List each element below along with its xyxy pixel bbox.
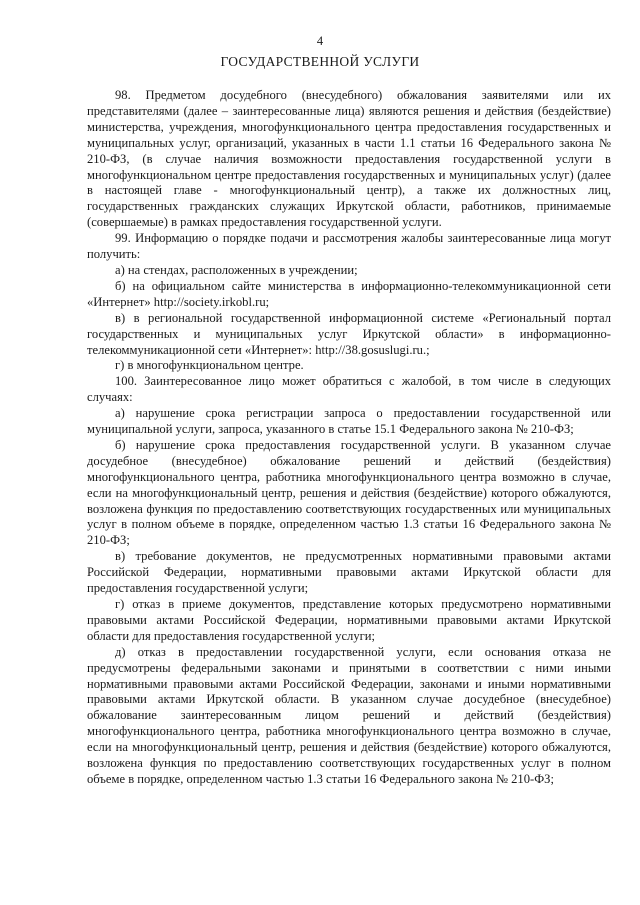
list-item-99-a: а) на стендах, расположенных в учреждении; [115, 262, 358, 277]
paragraph-99: 99. Информацию о порядке подачи и рассмотрения жалобы заинтересованные лица могут получить: [87, 231, 611, 262]
section-heading: ГОСУДАРСТВЕННОЙ УСЛУГИ [220, 54, 420, 69]
paragraph-100: 100. Заинтересованное лицо может обратиться с жалобой, в том числе в следующих случаях: [87, 374, 611, 405]
list-item-100-a: а) нарушение срока регистрации запроса о предоставлении государственной или муниципальной услуги, запроса, указанного в статье 15.1 Федерального закона № 210-ФЗ; [87, 406, 611, 437]
page-number: 4 [316, 34, 324, 48]
list-item-100-d: д) отказ в предоставлении государственной услуги, если основания отказа не предусмотрены федеральными законами и принятыми в соответствии с ними иными нормативными правовыми актами Российской Федерации, законами и иными нормативными правовыми актами Иркутской области. В указанном случае досудебное (внесудебное) обжалование заинтересованным лицом решений и действий (бездействия) многофункционального центра, работника многофункционального центра возможно в случае, если на многофункциональный центр, решения и действия (бездействие) которого обжалуются, возложена функция по предоставлению соответствующих государственных услуг в полном объеме в порядке, определенном частью 1.3 статьи 16 Федерального закона № 210-ФЗ; [87, 644, 611, 786]
paragraph-98: 98. Предметом досудебного (внесудебного) обжалования заявителями или их представителями (далее – заинтересованные лица) являются решения и действия (бездействие) министерства, учреждения, многофункционального центра предоставления государственных и муниципальных услуг, организаций, указанных в части 1.1 статьи 16 Федерального закона № 210-ФЗ, (в случае наличия возможности предоставления государственной услуги в многофункциональном центре предоставления государственных и муниципальных услуг) (далее в настоящей главе - многофункциональный центр), а также их должностных лиц, государственных гражданских служащих Иркутской области, работников, принимаемые (совершаемые) в рамках предоставления государственной услуги. [87, 88, 611, 230]
list-item-99-b: б) на официальном сайте министерства в информационно-телекоммуникационной сети «Интернет» http://society.irkobl.ru; [87, 278, 611, 309]
list-item-100-g: г) отказ в приеме документов, представление которых предусмотрено нормативными правовыми актами Российской Федерации, нормативными правовыми актами Иркутской области для предоставления государственной услуги; [87, 597, 611, 643]
list-item-100-v: в) требование документов, не предусмотренных нормативными правовыми актами Российской Федерации, нормативными правовыми актами Иркутской области для предоставления государственной услуги; [87, 549, 611, 596]
list-item-99-v: в) в региональной государственной информационной системе «Региональный портал государственных и муниципальных услуг Иркутской области» в информационно-телекоммуникационной сети «Интернет»: http://38.gosuslugi.ru.; [87, 310, 611, 357]
document-body [87, 88, 611, 788]
list-item-100-b: б) нарушение срока предоставления государственной услуги. В указанном случае досудебное (внесудебное) обжалование решений и действий (бездействия) многофункционального центра, работника многофункционального центра возможно в случае, если на многофункциональный центр, решения и действия (бездействие) которого обжалуются, возложена функция по предоставлению соответствующих государственных или муниципальных услуг в полном объеме в порядке, определенном частью 1.3 статьи 16 Федерального закона № 210-ФЗ; [87, 437, 611, 548]
list-item-99-g: г) в многофункциональном центре. [115, 358, 304, 373]
